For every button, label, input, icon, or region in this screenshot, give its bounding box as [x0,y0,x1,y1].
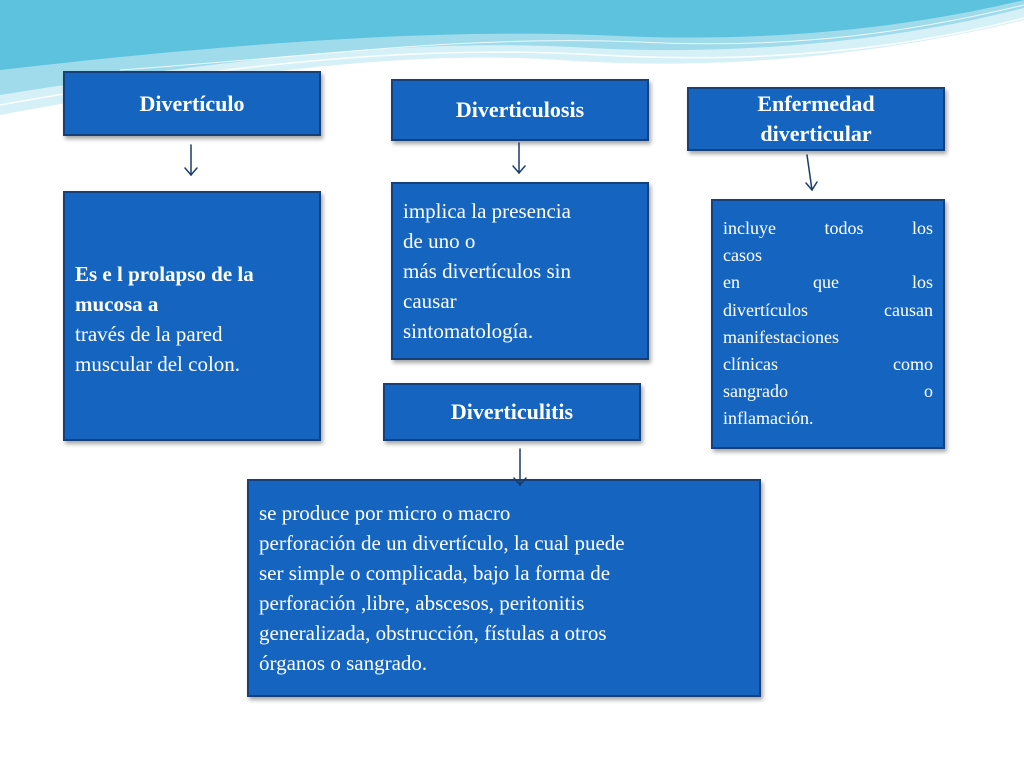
arrow-diverticulo [185,145,197,175]
enfermedad-desc-3: en que los [723,272,933,293]
enfermedad-title-line-2: diverticular [760,121,872,146]
diverticulosis-title-box [391,79,649,141]
diverticulitis-desc-5: generalizada, obstrucción, fístulas a otros [259,621,607,645]
diverticulo-title: Divertículo [139,90,245,116]
enfermedad-desc-6: clínicas como [723,354,933,375]
diverticulitis-desc-3: ser simple o complicada, bajo la forma de [259,561,611,585]
diverticulitis-title: Diverticulitis [450,399,574,424]
enfermedad-desc-7: sangrado o [723,381,933,402]
diverticulitis-desc-6: órganos o sangrado. [259,651,428,675]
diverticulitis-title-box [383,383,641,441]
diverticulo-desc-2: muscular del colon. [75,352,241,376]
diverticulo-title-box [63,71,321,136]
arrow-diverticulosis [513,143,525,173]
enfermedad-description-box [711,199,945,449]
diverticulitis-desc-2: perforación de un divertículo, la cual puede [259,531,625,555]
diverticulitis-desc-4: perforación ,libre, abscesos, peritonitis [259,591,585,615]
enfermedad-desc-1: incluye todos los [723,218,933,238]
diverticulosis-desc-1: implica la presencia [403,199,571,223]
diverticulo-desc-1: través de la pared [75,322,223,346]
diverticulosis-desc-3: más divertículos sin [403,259,571,283]
arrow-enfermedad [806,155,817,190]
enfermedad-desc-4: divertículos causan [723,299,933,320]
diverticulosis-desc-2: de uno o [403,229,476,253]
diverticulosis-desc-4: causar [403,289,457,313]
diverticulosis-title: Diverticulosis [455,97,585,122]
diverticulosis-description-box [391,182,649,360]
diverticulitis-description-box [247,479,761,697]
enfermedad-desc-8: inflamación. [723,408,814,429]
diverticulo-description-box [63,191,321,441]
diverticulo-desc-bold-2: mucosa a [75,292,159,316]
enfermedad-title-line-1: Enfermedad [757,91,875,116]
diverticulo-desc-bold-1: Es e l prolapso de la [75,262,254,286]
enfermedad-desc-2: casos [723,245,762,266]
enfermedad-title-box [687,87,945,151]
diverticulosis-desc-5: sintomatología. [403,319,534,343]
enfermedad-desc-5: manifestaciones [723,326,839,347]
diverticulitis-desc-1: se produce por micro o macro [259,501,511,525]
